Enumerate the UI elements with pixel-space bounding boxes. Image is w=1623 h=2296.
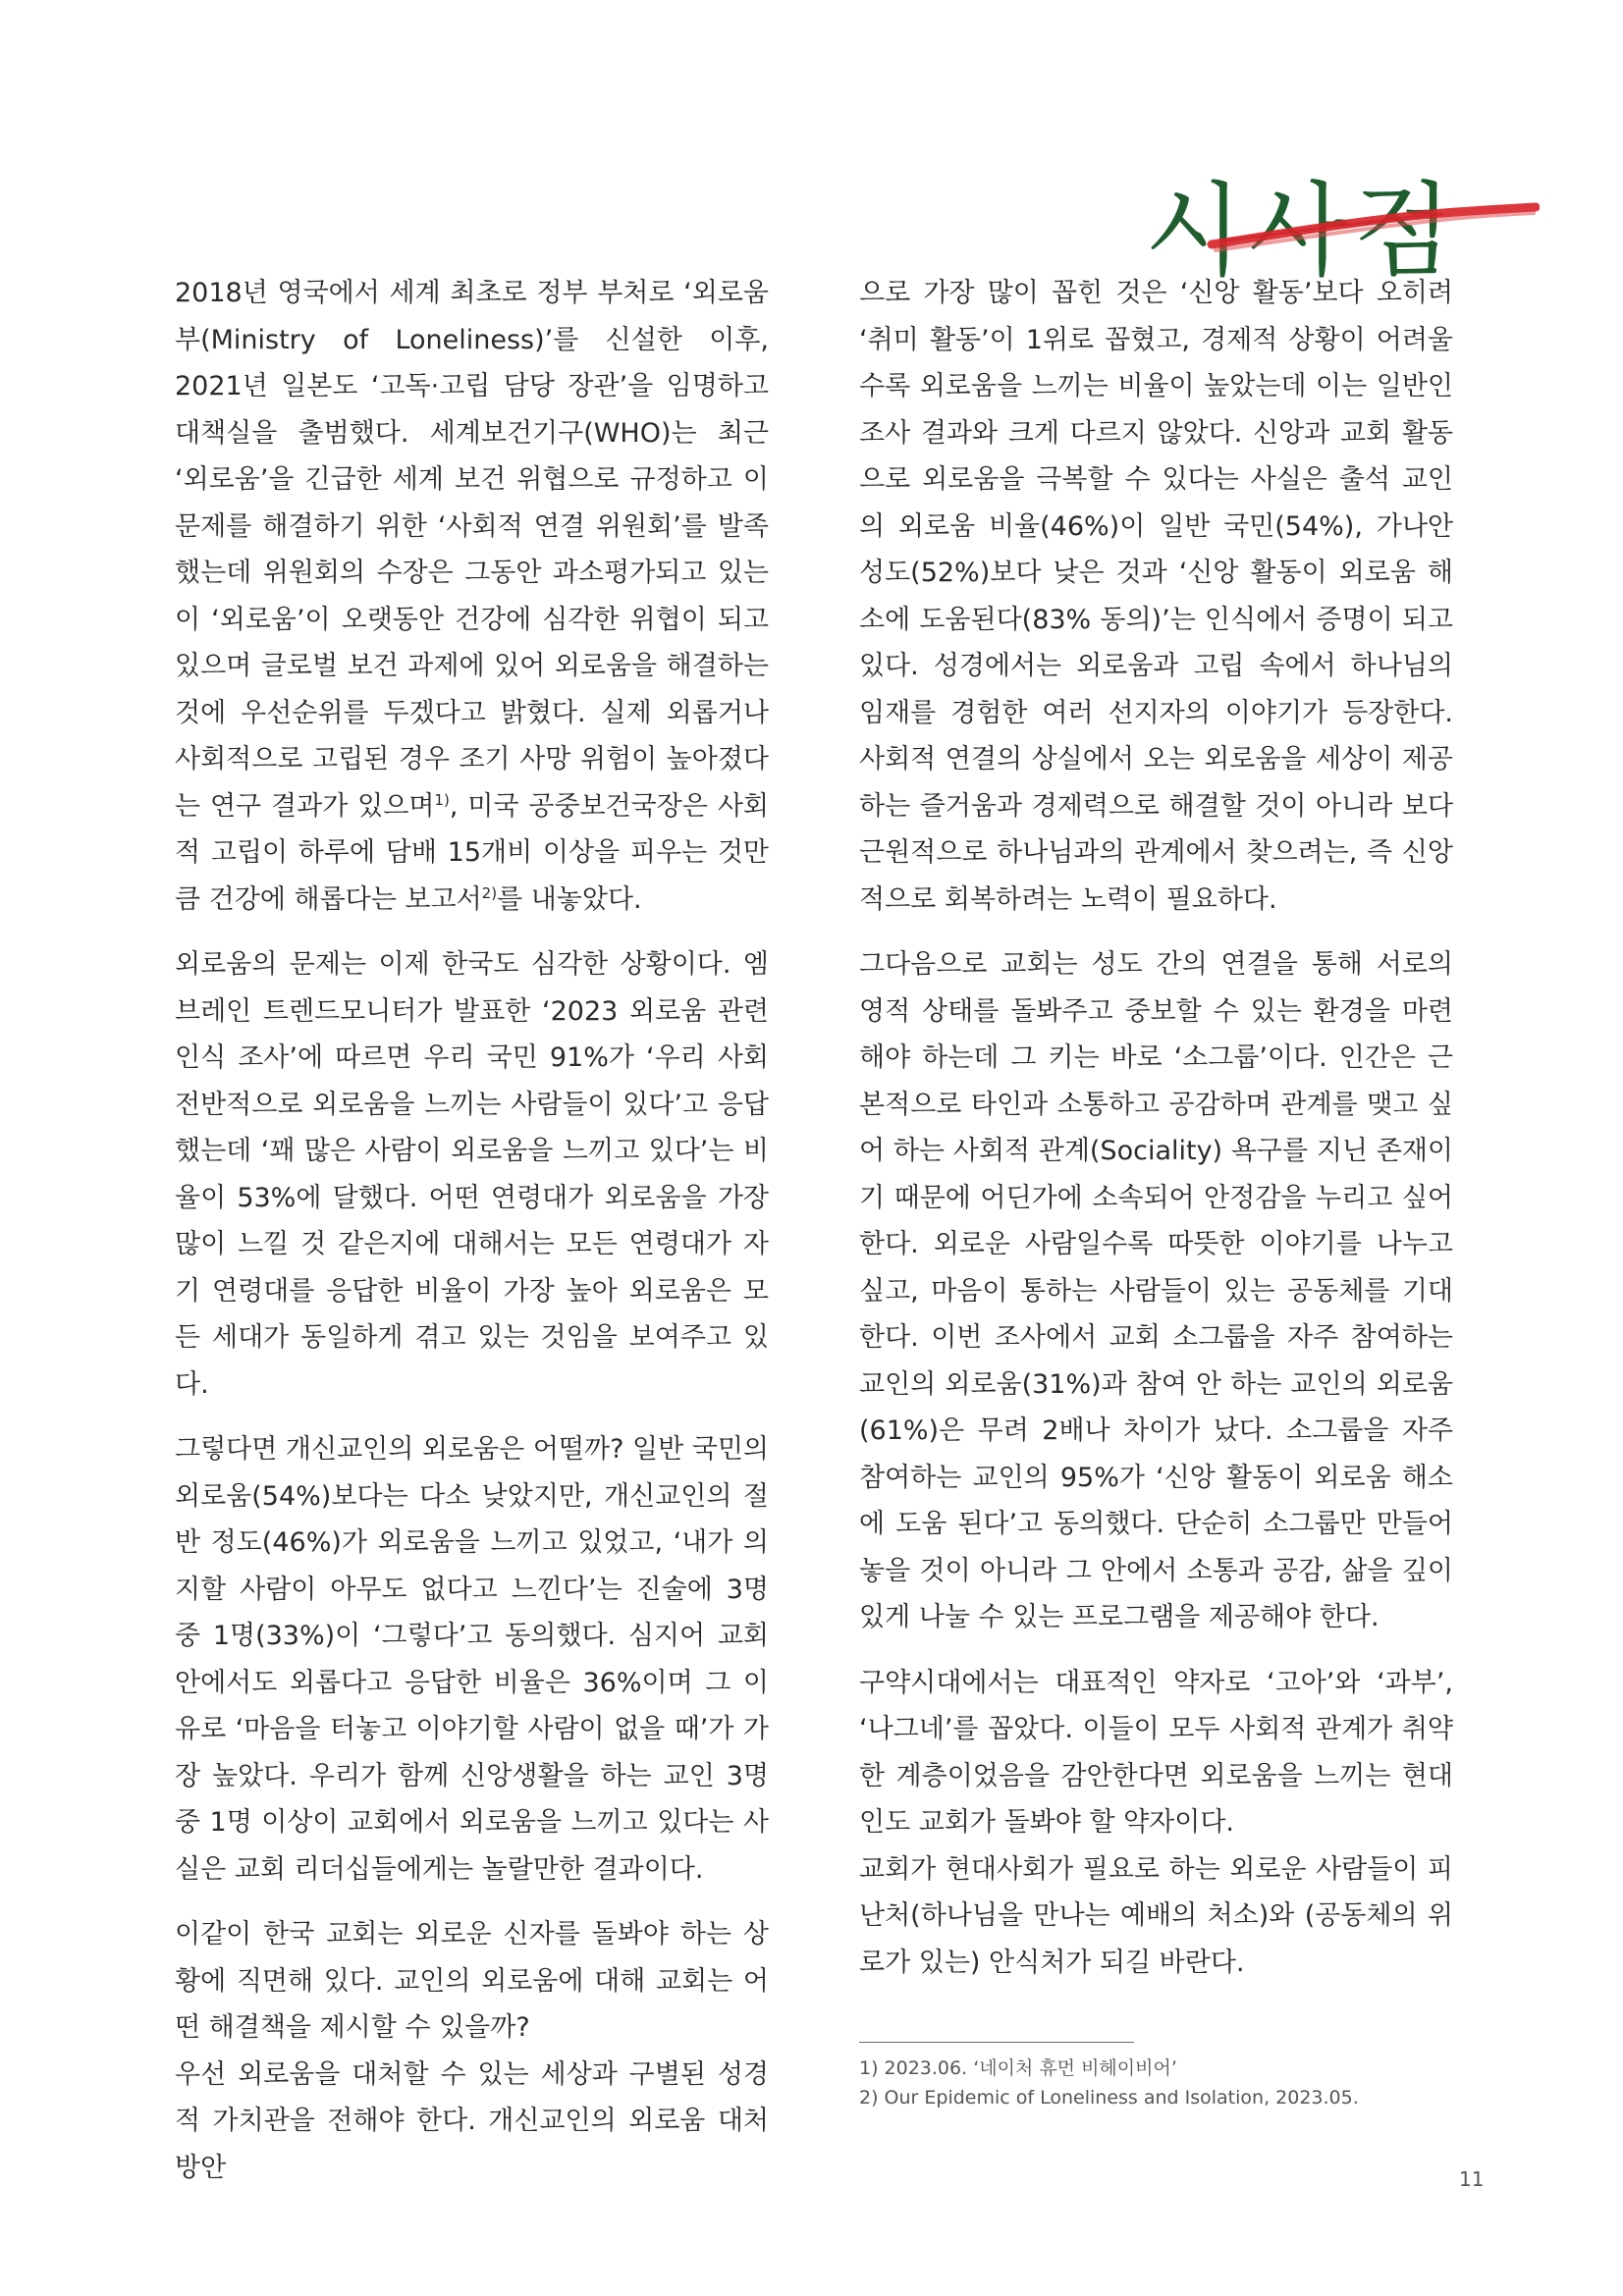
footnotes xyxy=(859,2054,1468,2112)
footnote-ref: 2) xyxy=(481,883,498,902)
paragraph-text: 를 내놓았다. xyxy=(497,883,642,915)
page-title: 시사점 xyxy=(1144,170,1458,291)
paragraph-text: , 미국 공중보건국장은 사회적 고립이 하루에 담배 15개비 이상을 피우는 것만큼 건강에 해롭다는 보고서 xyxy=(175,790,769,915)
red-brush-stroke xyxy=(1206,201,1540,260)
paragraph: 우선 외로움을 대처할 수 있는 세상과 구별된 성경적 가치관을 전해야 한다. 개신교인의 외로움 대처 방안 xyxy=(175,2058,769,2183)
paragraph: 구약시대에서는 대표적인 약자로 ‘고아’와 ‘과부’, ‘나그네’를 꼽았다. 이들이 모두 사회적 관계가 취약한 계층이었음을 감안한다면 외로움을 느끼는 현대인도 교회가 돌봐야 할 약자이다. xyxy=(859,1667,1453,1838)
paragraph xyxy=(175,270,769,923)
paragraph: 그다음으로 교회는 성도 간의 연결을 통해 서로의 영적 상태를 돌봐주고 중보할 수 있는 환경을 마련해야 하는데 그 키는 바로 ‘소그룹’이다. 인간은 근본적으로 타인과 소통하고 공감하며 관계를 맺고 싶어 하는 사회적 관계(Sociality) 욕구를 지닌 존재이기 때문에 어딘가에 소속되어 안정감을 누리고 싶어 한다. 외로운 사람일수록 따뜻한 이야기를 나누고 싶고, 마음이 통하는 사람들이 있는 공동체를 기대한다. 이번 조사에서 교회 소그룹을 자주 참여하는 교인의 외로움(31%)과 참여 안 하는 교인의 외로움(61%)은 무려 2배나 차이가 났다. 소그룹을 자주 참여하는 교인의 95%가 ‘신앙 활동이 외로움 해소에 도움 된다’고 동의했다. 단순히 소그룹만 만들어 놓을 것이 아니라 그 안에서 소통과 공감, 삶을 깊이 있게 나눌 수 있는 프로그램을 제공해야 한다. xyxy=(859,949,1453,1632)
footnote: 1) 2023.06. ‘네이처 휴먼 비헤이비어’ xyxy=(859,2057,1177,2079)
paragraph: 그렇다면 개신교인의 외로움은 어떨까? 일반 국민의 외로움(54%)보다는 다소 낮았지만, 개신교인의 절반 정도(46%)가 외로움을 느끼고 있었고, ‘내가 의지할 사람이 아무도 없다고 느낀다’는 진술에 3명 중 1명(33%)이 ‘그렇다’고 동의했다. 심지어 교회 안에서도 외롭다고 응답한 비율은 36%이며 그 이유로 ‘마음을 터놓고 이야기할 사람이 없을 때’가 가장 높았다. 우리가 함께 신앙생활을 하는 교인 3명 중 1명 이상이 교회에서 외로움을 느끼고 있다는 사실은 교회 리더십들에게는 놀랄만한 결과이다. xyxy=(175,1434,769,1885)
right-column xyxy=(859,270,1453,2004)
paragraph: 으로 가장 많이 꼽힌 것은 ‘신앙 활동’보다 오히려 ‘취미 활동’이 1위로 꼽혔고, 경제적 상황이 어려울수록 외로움을 느끼는 비율이 높았는데 이는 일반인 조사 결과와 크게 다르지 않았다. 신앙과 교회 활동으로 외로움을 극복할 수 있다는 사실은 출석 교인의 외로움 비율(46%)이 일반 국민(54%), 가나안 성도(52%)보다 낮은 것과 ‘신앙 활동이 외로움 해소에 도움된다(83% 동의)’는 인식에서 증명이 되고 있다. 성경에서는 외로움과 고립 속에서 하나님의 임재를 경험한 여러 선지자의 이야기가 등장한다. 사회적 연결의 상실에서 오는 외로움을 세상이 제공하는 즐거움과 경제력으로 해결할 것이 아니라 보다 근원적으로 하나님과의 관계에서 찾으려는, 즉 신앙적으로 회복하려는 노력이 필요하다. xyxy=(859,278,1453,915)
page-number: 11 xyxy=(1459,2167,1485,2191)
paragraph: 교회가 현대사회가 필요로 하는 외로운 사람들이 피난처(하나님을 만나는 예배의 처소)와 (공동체의 위로가 있는) 안식처가 되길 바란다. xyxy=(859,1853,1453,1978)
paragraph: 외로움의 문제는 이제 한국도 심각한 상황이다. 엠브레인 트렌드모니터가 발표한 ‘2023 외로움 관련 인식 조사’에 따르면 우리 국민 91%가 ‘우리 사회 전반적으로 외로움을 느끼는 사람들이 있다’고 응답했는데 ‘꽤 많은 사람이 외로움을 느끼고 있다’는 비율이 53%에 달했다. 어떤 연령대가 외로움을 가장 많이 느낄 것 같은지에 대해서는 모든 연령대가 자기 연령대를 응답한 비율이 가장 높아 외로움은 모든 세대가 동일하게 겪고 있는 것임을 보여주고 있다. xyxy=(175,949,769,1400)
paragraph-text: 2018년 영국에서 세계 최초로 정부 부처로 ‘외로움부(Ministry of Loneliness)’를 신설한 이후, 2021년 일본도 ‘고독·고립 담당 장관’을 임명하고 대책실을 출범했다. 세계보건기구(WHO)는 최근 ‘외로움’을 긴급한 세계 보건 위협으로 규정하고 이 문제를 해결하기 위한 ‘사회적 연결 위원회’를 발족했는데 위원회의 수장은 그동안 과소평가되고 있는 이 ‘외로움’이 오랫동안 건강에 심각한 위협이 되고 있으며 글로벌 보건 과제에 있어 외로움을 해결하는 것에 우선순위를 두겠다고 밝혔다. 실제 외롭거나 사회적으로 고립된 경우 조기 사망 위험이 높아졌다는 연구 결과가 있으며 xyxy=(175,278,769,822)
footnote-ref: 1) xyxy=(434,790,450,809)
paragraph: 이같이 한국 교회는 외로운 신자를 돌봐야 하는 상황에 직면해 있다. 교인의 외로움에 대해 교회는 어떤 해결책을 제시할 수 있을까? xyxy=(175,1919,769,2043)
left-column xyxy=(175,270,769,2210)
footnote: 2) Our Epidemic of Loneliness and Isolation, 2023.05. xyxy=(859,2087,1359,2109)
footnote-divider xyxy=(859,2042,1134,2043)
